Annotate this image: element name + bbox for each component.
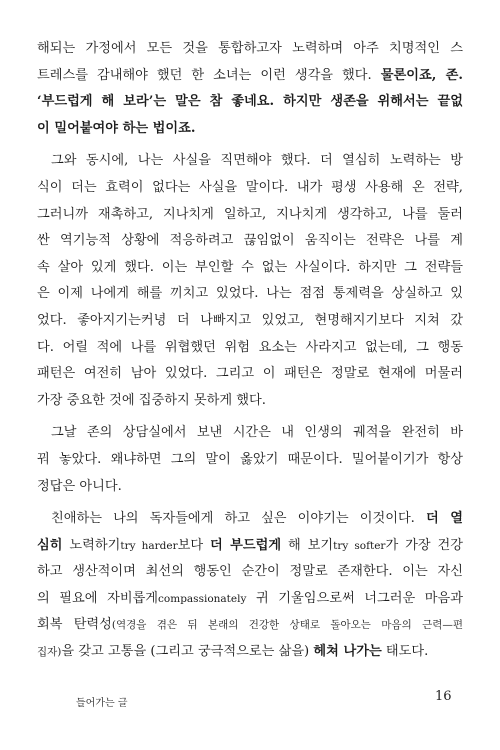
emphasis: 더 열 [426, 511, 463, 527]
emphasis: 물론이죠, 존. [380, 67, 464, 83]
english-gloss: compassionately [158, 592, 247, 605]
text-line: 패턴은 여전히 남아 있었다. 그리고 이 패턴은 정말로 현재에 머물러 [37, 366, 463, 382]
text-line: ‘부드럽게 해 보라’는 말은 참 좋네요. 하지만 생존을 위해서는 끝없 [37, 94, 463, 110]
running-footer-section: 들어가는 글 [76, 698, 128, 709]
text-line: 해되는 가정에서 모든 것을 통합하고자 노력하며 아주 치명적인 스 [37, 41, 463, 56]
text-line: 그와 동시에, 나는 사실을 직면해야 했다. 더 열심히 노력하는 방 [51, 153, 463, 169]
text-line: 트레스를 감내해야 했던 한 소녀는 이런 생각을 했다. 물론이죠, 존. [37, 67, 464, 83]
text-line: 심히 노력하기try harder보다 더 부드럽게 해 보기try softer가 가장 건강 [37, 537, 463, 553]
text-line: 하고 생산적이며 최선의 행동인 순간이 정말로 존재한다. 이는 자신 [37, 564, 463, 580]
text-line: 친애하는 나의 독자들에게 하고 싶은 이야기는 이것이다. 더 열 [51, 511, 463, 527]
text-line: 꿔 놓았다. 왜냐하면 그의 말이 옳았기 때문이다. 밀어붙이기가 항상 [37, 451, 463, 467]
text-line: 은 이제 나에게 해를 끼치고 있었다. 나는 점점 통제력을 상실하고 있 [37, 286, 463, 302]
text-line: 다. 어릴 적에 나를 위협했던 위험 요소는 사라지고 없는데, 그 행동 [37, 339, 463, 355]
text-line: 의 필요에 자비롭게compassionately 귀 기울임으로써 너그러운 마음과 [37, 590, 463, 606]
text-line: 식이 더는 효력이 없다는 사실을 말이다. 내가 평생 사용해 온 전략, [37, 179, 463, 195]
text-line: 속 살아 있게 했다. 이는 부인할 수 없는 사실이다. 하지만 그 전략들 [37, 259, 463, 275]
text-line: 그날 존의 상담실에서 보낸 시간은 내 인생의 궤적을 완전히 바 [51, 425, 463, 441]
text-line: 가장 중요한 것에 집중하지 못하게 했다. [37, 392, 266, 408]
editor-note: (역경을 겪은 뒤 본래의 건강한 상태로 돌아오는 마음의 근력—편 [111, 619, 464, 632]
text-line: 정답은 아니다. [37, 478, 122, 494]
text-line: 집자)을 갖고 고통을 (그리고 궁극적으로는 삶을) 헤쳐 나가는 태도다. [37, 644, 429, 660]
emphasis: 심히 [37, 537, 63, 553]
english-gloss: try harder [120, 539, 178, 552]
editor-note: 집자) [37, 646, 62, 659]
page-number: 16 [435, 689, 452, 704]
text-line: 싼 역기능적 상황에 적응하려고 끊임없이 움직이는 전략은 나를 계 [37, 233, 463, 249]
body-text [37, 36, 463, 666]
emphasis: 헤쳐 나가는 [313, 644, 382, 660]
emphasis: 더 부드럽게 [210, 537, 282, 553]
text-line: 회복 탄력성(역경을 겪은 뒤 본래의 건강한 상태로 돌아오는 마음의 근력—편 [37, 617, 464, 633]
text-line: 이 밀어붙여야 하는 법이죠. [37, 120, 196, 136]
text-line: 그러니까 재촉하고, 지나치게 일하고, 지나치게 생각하고, 나를 둘러 [37, 206, 463, 222]
english-gloss: try softer [333, 539, 386, 552]
text-line: 었다. 좋아지기는커녕 더 나빠지고 있었고, 현명해지기보다 지쳐 갔 [37, 312, 463, 328]
